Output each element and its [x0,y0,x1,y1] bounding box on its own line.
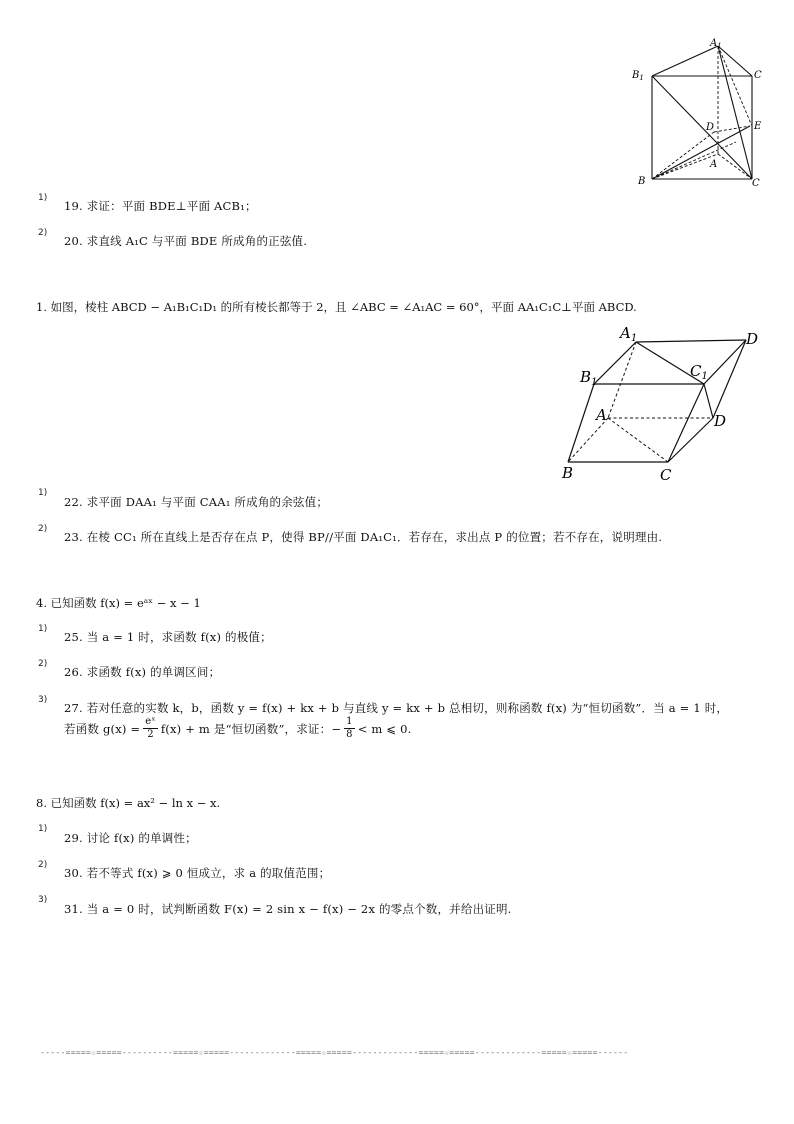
sub-number-1: 1) [38,824,48,834]
label-c: C [752,178,760,189]
label-d1: D [746,330,759,348]
sub-number-1: 1) [38,193,48,203]
label-d: D [706,122,715,133]
label-b1: $B_1$ [580,368,598,388]
label-a1: $A_1$ [710,38,722,50]
label-c1: $C_1$ [690,362,708,382]
question-22: 22. 求平面 DAA₁ 与平面 CAA₁ 所成角的余弦值； [64,495,329,509]
label-d: D [714,412,727,430]
label-c: C [660,466,672,484]
question-20: 20. 求直线 A₁C 与平面 BDE 所成角的正弦值. [64,234,308,248]
figure-parallelepiped-svg [556,322,766,484]
edge-b1-b [568,384,594,462]
problem-prism-heading: 1. 如图，棱柱 ABCD − A₁B₁C₁D₁ 的所有棱长都等于 2，且 ∠ABC = ∠A₁AC = 60°，平面 AA₁C₁C⊥平面 ABCD. [36,300,637,314]
fraction-one-eighth [344,716,355,741]
question-31: 31. 当 a = 0 时，试判断函数 F(x) = 2 sin x − f(x) − 2x 的零点个数，并给出证明. [64,902,512,916]
label-a: A [710,159,718,170]
sub-number-2: 2) [38,228,48,238]
figure-parallelepiped [556,322,766,484]
label-c1: C [754,70,762,81]
question-30: 30. 若不等式 f(x) ⩾ 0 恒成立，求 a 的取值范围； [64,866,331,880]
edge-b-a-hidden [652,154,718,179]
problem-log-heading: 8. 已知函数 f(x) = ax² − ln x − x. [36,796,221,810]
q27-text-a: 若函数 g(x) = [64,721,141,736]
edge-a1-a-hidden [608,342,636,418]
sub-number-1: 1) [38,624,48,634]
fraction-numerator: eˣ [145,716,156,727]
question-27: 27. 若对任意的实数 k，b，函数 y = f(x) + kx + b 与直线 y = kx + b 总相切，则称函数 f(x) 为“恒切函数”．当 a = 1 时， [64,701,729,715]
question-29: 29. 讨论 f(x) 的单调性； [64,831,197,845]
label-b: B [562,464,574,482]
fraction-denominator: 8 [346,729,353,740]
q27-text-b: f(x) + m 是“恒切函数”，求证：− [160,721,342,736]
edge-c1-d1 [704,340,746,384]
sub-number-1: 1) [38,488,48,498]
edge-a-c-hidden [608,418,668,462]
edge-b1-c-diag [652,76,752,179]
label-a: A [596,406,607,424]
footer-divider: -----=====☆=====----------=====☆=====-------------=====☆=====-------------=====☆=====-------------=====☆=====------ [40,1048,629,1057]
question-26: 26. 求函数 f(x) 的单调区间； [64,665,221,679]
edge-b-e [652,126,750,179]
question-25: 25. 当 a = 1 时，求函数 f(x) 的极值； [64,630,272,644]
question-19: 19. 求证：平面 BDE⊥平面 ACB₁； [64,199,257,213]
label-b: B [638,176,646,187]
sub-number-2: 2) [38,659,48,669]
edge-b1-a1 [652,46,718,76]
edge-c1-d [704,384,713,418]
edge-d1-d [713,340,746,418]
sub-number-2: 2) [38,524,48,534]
sub-number-2: 2) [38,860,48,870]
edge-a1-b1 [594,342,636,384]
edge-c-d [668,418,713,462]
label-e: E [754,121,762,132]
edge-a-b-hidden [568,418,608,462]
edge-a1-c [718,46,752,179]
q27-text-c: < m ⩽ 0. [357,721,412,736]
fraction-denominator: 2 [147,729,154,740]
question-23: 23. 在棱 CC₁ 所在直线上是否存在点 P，使得 BP//平面 DA₁C₁．若存在，求出点 P 的位置；若不存在，说明理由. [64,530,663,544]
figure-prism-bde-svg [626,34,766,190]
problem-exp-heading: 4. 已知函数 f(x) = eᵃˣ − x − 1 [36,596,201,610]
figure-prism-bde [626,34,766,190]
sub-number-3: 3) [38,695,48,705]
edge-a1-d1 [636,340,746,342]
edge-a1-c1 [718,46,752,76]
fraction-ex-over-2 [143,716,158,741]
label-b1: $B_1$ [632,70,644,82]
fraction-numerator: 1 [346,716,353,727]
question-27-continued [64,716,411,741]
sub-number-3: 3) [38,895,48,905]
label-a1: $A_1$ [620,324,638,344]
edge-c1-c [668,384,704,462]
